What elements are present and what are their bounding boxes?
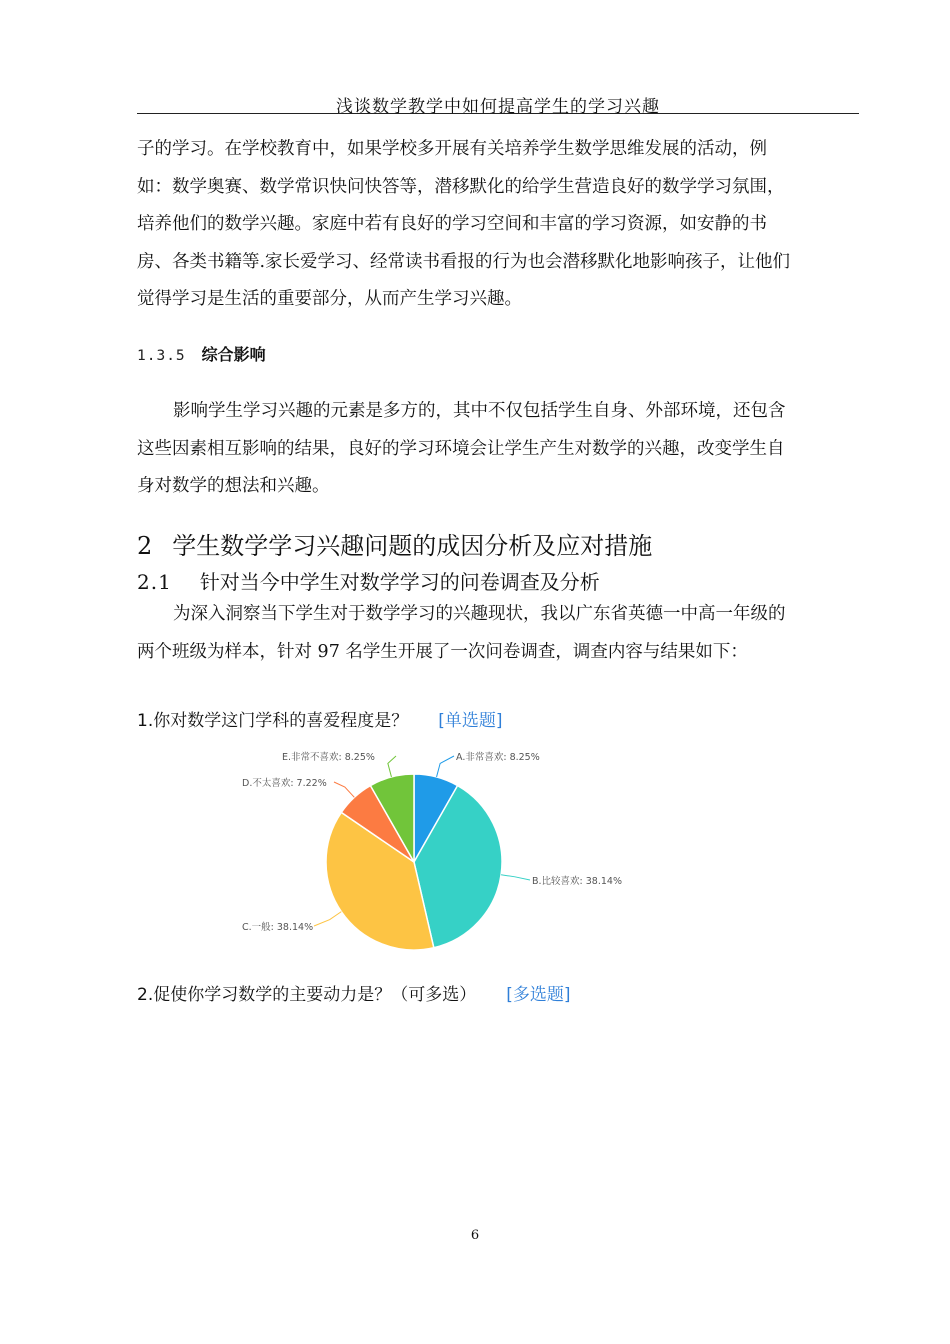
paragraph-line: 培养他们的数学兴趣。家庭中若有良好的学习空间和丰富的学习资源，如安静的书 [137, 214, 767, 234]
pie-leader-line [334, 782, 354, 797]
paragraph-line: 两个班级为样本，针对 97 名学生开展了一次问卷调查，调查内容与结果如下： [137, 641, 748, 662]
paragraph-line: 身对数学的想法和兴趣。 [137, 476, 330, 496]
section-heading-2-1 [137, 566, 600, 595]
running-header-title: 浅谈数学教学中如何提高学生的学习兴趣 [336, 97, 660, 117]
question-type-tag: [多选题] [506, 985, 571, 1005]
paragraph-line: 这些因素相互影响的结果，良好的学习环境会让学生产生对数学的兴趣，改变学生自 [137, 438, 785, 459]
pie-chart-preference [220, 740, 640, 960]
paragraph-school-family-influence [137, 131, 859, 319]
paragraph-survey-intro [137, 596, 859, 671]
chapter-title: 学生数学学习兴趣问题的成因分析及应对措施 [172, 532, 653, 560]
paragraph-combined-influence [137, 393, 859, 506]
pie-data-label: D.不太喜欢: 7.22% [242, 778, 327, 789]
pie-leader-line [501, 875, 530, 880]
pie-data-label: B.比较喜欢: 38.14% [532, 876, 622, 887]
paragraph-line: 影响学生学习兴趣的元素是多方的，其中不仅包括学生自身、外部环境，还包含 [173, 401, 786, 421]
section-number: 2.1 [137, 570, 172, 594]
page-number: 6 [470, 1228, 480, 1243]
pie-data-label: C.一般: 38.14% [242, 922, 314, 933]
survey-question-2 [137, 980, 571, 1005]
chapter-heading-2 [137, 526, 652, 561]
paragraph-line: 如：数学奥赛、数学常识快问快答等，潜移默化的给学生营造良好的数学学习氛围， [137, 176, 785, 197]
section-title: 综合影响 [201, 345, 266, 364]
question-type-tag: [单选题] [438, 711, 503, 731]
pie-chart-svg [220, 740, 640, 960]
paragraph-line: 觉得学习是生活的重要部分，从而产生学习兴趣。 [137, 289, 522, 309]
pie-data-label: A.非常喜欢: 8.25% [456, 752, 540, 763]
chapter-number: 2 [137, 532, 153, 560]
survey-question-1 [137, 706, 503, 731]
header-rule [137, 113, 859, 114]
pie-leader-line [388, 756, 396, 777]
question-text: 2.促使你学习数学的主要动力是？（可多选） [137, 985, 477, 1005]
section-number: 1.3.5 [137, 348, 186, 364]
section-title: 针对当今中学生对数学学习的问卷调查及分析 [199, 570, 600, 594]
paragraph-line: 子的学习。在学校教育中，如果学校多开展有关培养学生数学思维发展的活动，例 [137, 139, 767, 159]
paragraph-line: 房、各类书籍等.家长爱学习、经常读书看报的行为也会潜移默化地影响孩子，让他们 [137, 251, 791, 272]
pie-leader-line [314, 912, 341, 926]
pie-leader-line [437, 756, 454, 777]
paragraph-line: 为深入洞察当下学生对于数学学习的兴趣现状，我以广东省英德一中高一年级的 [173, 604, 786, 624]
question-text: 1.你对数学这门学科的喜爱程度是？ [137, 711, 409, 731]
section-heading-1-3-5 [137, 342, 266, 365]
pie-data-label: E.非常不喜欢: 8.25% [282, 752, 375, 763]
